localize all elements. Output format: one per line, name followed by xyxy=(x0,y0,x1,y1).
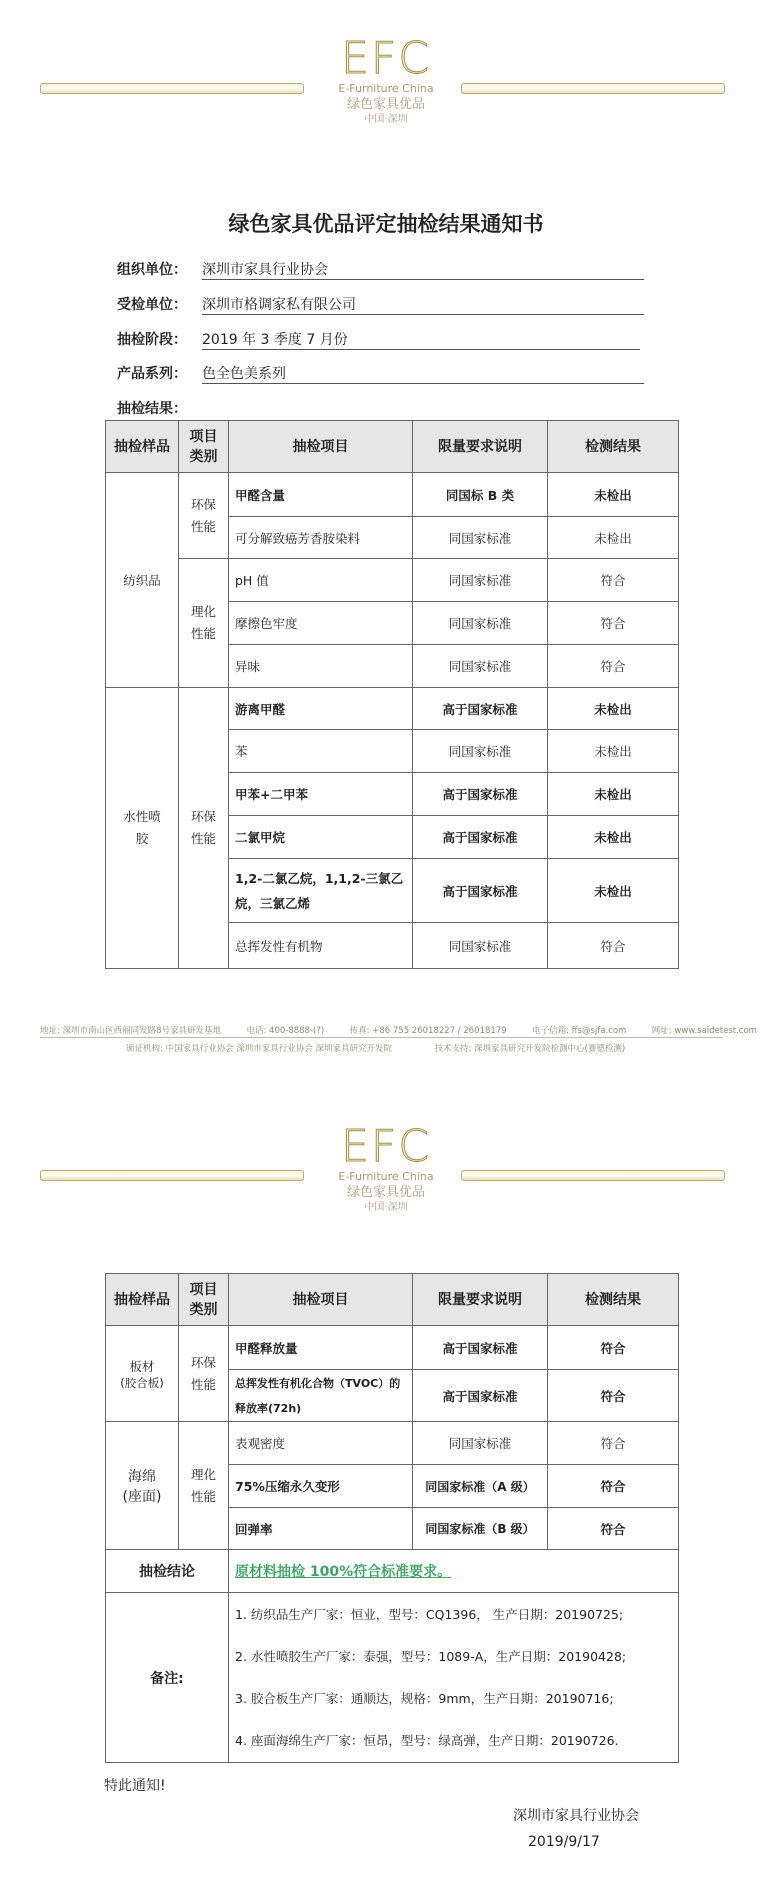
field-value: 色全色美系列 xyxy=(202,363,644,384)
results-table-2 xyxy=(105,1273,679,1763)
remarks-label: 备注: xyxy=(106,1593,229,1763)
header-category: 项目类别 xyxy=(179,1274,229,1326)
logo-english: E-Furniture China xyxy=(338,82,434,95)
limit-cell: 同国家标准 xyxy=(413,730,548,773)
result-cell: 符合 xyxy=(548,559,679,602)
result-cell: 未检出 xyxy=(548,517,679,559)
limit-cell: 高于国家标准 xyxy=(413,688,548,730)
sample-name: 板材 xyxy=(129,1358,155,1374)
sample-sub: (胶合板) xyxy=(120,1375,164,1390)
page-title: 绿色家具优品评定抽检结果通知书 xyxy=(228,212,544,236)
field-series xyxy=(117,363,286,383)
item-cell: 总挥发性有机物 xyxy=(229,923,413,969)
sample-cell xyxy=(106,1422,179,1550)
field-organizer xyxy=(117,259,328,279)
header-result: 检测结果 xyxy=(548,1274,679,1326)
item-cell: 摩擦色牢度 xyxy=(229,602,413,645)
conclusion-cell xyxy=(229,1550,679,1593)
sample-cell xyxy=(106,1326,179,1422)
result-cell: 符合 xyxy=(548,645,679,688)
result-cell: 符合 xyxy=(548,1370,679,1422)
results-table-1 xyxy=(105,420,679,969)
logo-mark: EFC xyxy=(341,33,431,84)
result-cell: 符合 xyxy=(548,1326,679,1370)
header-sample: 抽检样品 xyxy=(106,421,179,473)
logo-english: E-Furniture China xyxy=(338,1170,434,1183)
logo-bar-right xyxy=(461,83,725,94)
footer-certification: 颁证机构: 中国家具行业协会 深圳市家具行业协会 深圳家具研究开发院 技术支持: 深圳家具研究开发院检测中心(赛德检测) xyxy=(126,1044,626,1054)
field-label: 抽检阶段： xyxy=(117,332,187,348)
logo-bar-right xyxy=(461,1170,725,1181)
header-sample: 抽检样品 xyxy=(106,1274,179,1326)
limit-cell: 同国家标准（B 级） xyxy=(413,1508,548,1550)
closing-text: 特此通知! xyxy=(104,1778,166,1794)
logo-chinese: 绿色家具优品 xyxy=(346,1185,425,1200)
limit-cell: 高于国家标准 xyxy=(413,1326,548,1370)
category-cell: 理化性能 xyxy=(179,559,229,688)
sample-cell: 纺织品 xyxy=(106,473,179,688)
table-header-row xyxy=(106,1274,679,1326)
result-cell: 未检出 xyxy=(548,688,679,730)
conclusion-label: 抽检结论 xyxy=(106,1550,229,1593)
category-cell: 环保性能 xyxy=(179,1326,229,1422)
item-cell: 总挥发性有机化合物（TVOC）的释放率(72h) xyxy=(229,1370,413,1422)
logo-city: 中国·深圳 xyxy=(364,1202,408,1213)
limit-cell: 高于国家标准 xyxy=(413,859,548,923)
limit-cell: 同国家标准 xyxy=(413,1422,548,1465)
field-label: 组织单位： xyxy=(117,262,187,278)
logo-bar-left xyxy=(40,83,304,94)
table-row xyxy=(106,688,679,730)
results-label xyxy=(117,398,202,418)
result-cell: 符合 xyxy=(548,1465,679,1508)
logo-mark: EFC xyxy=(341,1121,431,1172)
field-label: 产品系列： xyxy=(117,366,187,382)
header-item: 抽检项目 xyxy=(229,1274,413,1326)
item-cell: 苯 xyxy=(229,730,413,773)
item-cell: 甲醛含量 xyxy=(229,473,413,517)
sample-name: 海绵 xyxy=(128,1468,156,1485)
item-cell: 异味 xyxy=(229,645,413,688)
item-cell: 甲苯+二甲苯 xyxy=(229,773,413,816)
remark-item: 2. 水性喷胶生产厂家：泰强，型号：1089-A，生产日期：20190428; xyxy=(235,1648,627,1664)
limit-cell: 高于国家标准 xyxy=(413,773,548,816)
result-cell: 符合 xyxy=(548,1508,679,1550)
category-cell: 理化性能 xyxy=(179,1422,229,1550)
result-cell: 符合 xyxy=(548,602,679,645)
table-row xyxy=(106,1422,679,1465)
remarks-cell xyxy=(229,1593,679,1763)
limit-cell: 同国家标准 xyxy=(413,602,548,645)
item-cell: 二氯甲烷 xyxy=(229,816,413,859)
table-row xyxy=(106,1326,679,1370)
field-value: 2019 年 3 季度 7 月份 xyxy=(202,329,640,350)
results-label-text: 抽检结果： xyxy=(117,401,187,417)
signature: 深圳市家具行业协会 xyxy=(513,1808,639,1824)
item-cell: 75%压缩永久变形 xyxy=(229,1465,413,1508)
header-item: 抽检项目 xyxy=(229,421,413,473)
category-cell: 环保性能 xyxy=(179,473,229,559)
field-value: 深圳市家具行业协会 xyxy=(202,259,644,280)
field-inspected-unit xyxy=(117,294,356,314)
result-cell: 符合 xyxy=(548,1422,679,1465)
sample-cell: 水性喷胶 xyxy=(106,688,179,969)
limit-cell: 同国家标准（A 级） xyxy=(413,1465,548,1508)
footer-contact: 地址: 深圳市南山区西丽同发路8号家具研发基地 电话: 400-8888-(?) 传真: +86 755 26018227 / 26018179 电子信箱: ffs@sjfa.com 网址: www.saidetest.com xyxy=(40,1026,757,1036)
limit-cell: 同国家标准 xyxy=(413,923,548,969)
remark-item: 3. 胶合板生产厂家：通顺达，规格：9mm，生产日期：20190716; xyxy=(235,1690,614,1706)
field-value: 深圳市格调家私有限公司 xyxy=(202,294,644,315)
item-cell: 1,2-二氯乙烷，1,1,2-三氯乙烷，三氯乙烯 xyxy=(229,859,413,923)
limit-cell: 同国家标准 xyxy=(413,559,548,602)
field-stage xyxy=(117,329,348,349)
result-cell: 符合 xyxy=(548,923,679,969)
remark-item: 4. 座面海绵生产厂家：恒昂，型号：绿高弹，生产日期：20190726. xyxy=(235,1732,619,1748)
remark-item: 1. 纺织品生产厂家：恒业，型号：CQ1396， 生产日期：20190725; xyxy=(235,1606,624,1622)
conclusion-row xyxy=(106,1550,679,1593)
item-cell: 表观密度 xyxy=(229,1422,413,1465)
footer-divider xyxy=(40,1037,723,1038)
limit-cell: 高于国家标准 xyxy=(413,816,548,859)
field-label: 受检单位： xyxy=(117,297,187,313)
logo-bar-left xyxy=(40,1170,304,1181)
result-cell: 未检出 xyxy=(548,859,679,923)
table-row xyxy=(106,473,679,517)
item-cell: 游离甲醛 xyxy=(229,688,413,730)
table-row xyxy=(106,559,679,602)
efc-logo xyxy=(326,1121,446,1215)
header-category: 项目类别 xyxy=(179,421,229,473)
result-cell: 未检出 xyxy=(548,473,679,517)
header-limit: 限量要求说明 xyxy=(413,421,548,473)
item-cell: 可分解致癌芳香胺染料 xyxy=(229,517,413,559)
limit-cell: 高于国家标准 xyxy=(413,1370,548,1422)
item-cell: 回弹率 xyxy=(229,1508,413,1550)
category-cell: 环保性能 xyxy=(179,688,229,969)
header-limit: 限量要求说明 xyxy=(413,1274,548,1326)
header-result: 检测结果 xyxy=(548,421,679,473)
sample-sub: (座面) xyxy=(122,1488,162,1505)
result-cell: 未检出 xyxy=(548,730,679,773)
logo-chinese: 绿色家具优品 xyxy=(346,97,425,112)
limit-cell: 同国家标准 xyxy=(413,517,548,559)
remarks-row xyxy=(106,1593,679,1763)
item-cell: pH 值 xyxy=(229,559,413,602)
limit-cell: 同国家标准 xyxy=(413,645,548,688)
result-cell: 未检出 xyxy=(548,773,679,816)
efc-logo xyxy=(326,33,446,127)
table-header-row xyxy=(106,421,679,473)
conclusion-text: 原材料抽检 100%符合标准要求。 xyxy=(235,1564,452,1580)
logo-city: 中国·深圳 xyxy=(364,114,408,125)
date: 2019/9/17 xyxy=(528,1834,600,1850)
result-cell: 未检出 xyxy=(548,816,679,859)
item-cell: 甲醛释放量 xyxy=(229,1326,413,1370)
limit-cell: 同国标 B 类 xyxy=(413,473,548,517)
